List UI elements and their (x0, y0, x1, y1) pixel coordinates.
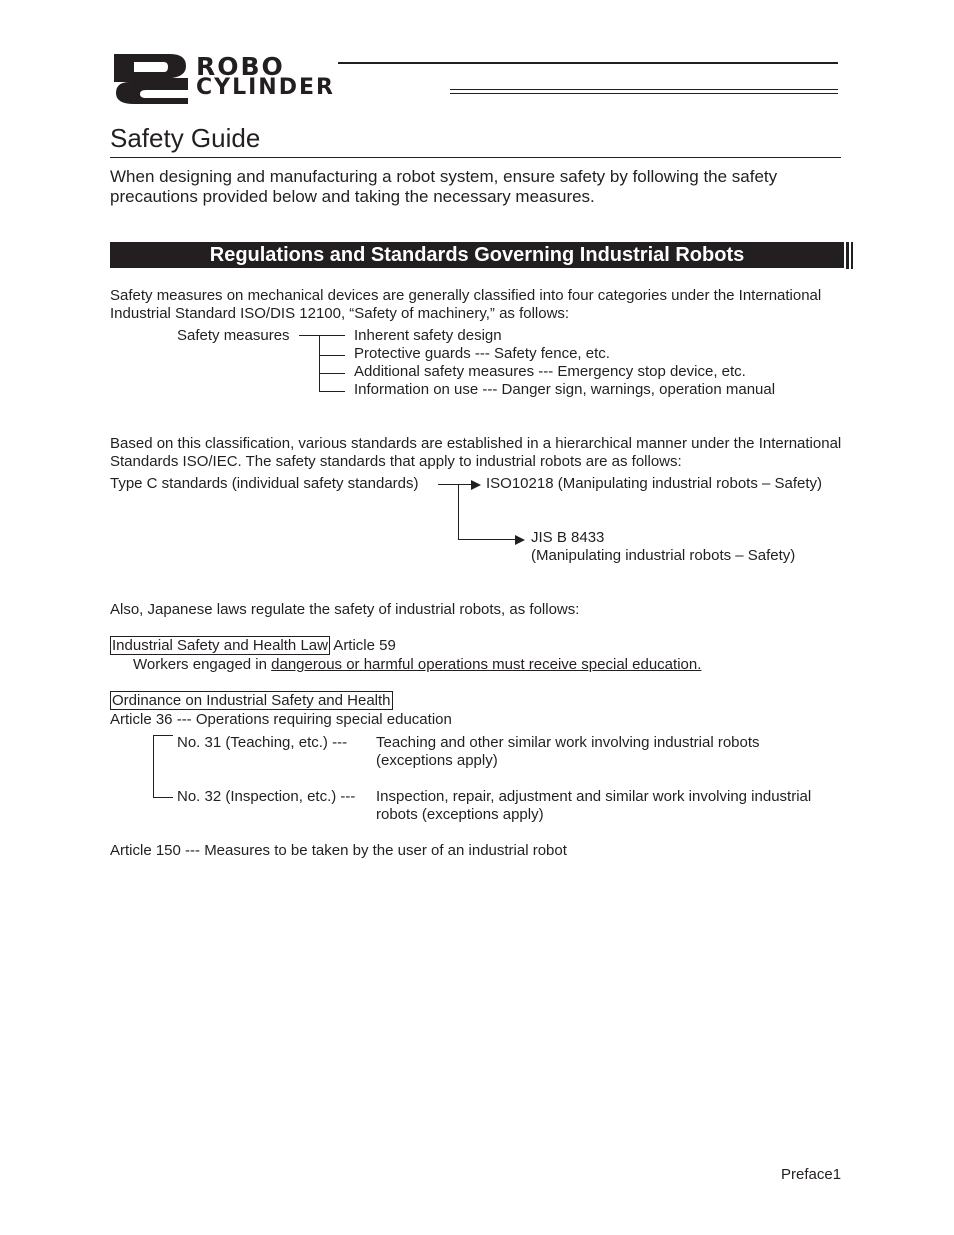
measure-item: Protective guards --- Safety fence, etc. (354, 345, 610, 362)
robo-cylinder-logo (112, 52, 192, 104)
ordinance-item-label: No. 31 (Teaching, etc.) --- (177, 734, 348, 751)
law-requirement (133, 656, 701, 674)
jis-arrowhead (515, 535, 525, 545)
article-150: Article 150 --- Measures to be taken by the user of an industrial robot (110, 842, 567, 859)
tree-branch (319, 355, 345, 356)
law-article: Article 59 (329, 637, 396, 654)
ordinance-reference (110, 692, 393, 710)
jis-standard: JIS B 8433 (531, 529, 605, 546)
measures-paragraph: Safety measures on mechanical devices are generally classified into four categories under the International Industrial Standard ISO/DIS 12100, “Safety of machinery,” as follows: (110, 287, 822, 322)
ordinance-item-label: No. 32 (Inspection, etc.) --- (177, 788, 356, 805)
logo-text-cylinder: CYLINDER (196, 75, 335, 100)
section-heading: Regulations and Standards Governing Industrial Robots (110, 242, 844, 268)
article-36: Article 36 --- Operations requiring special education (110, 711, 452, 728)
measure-item: Inherent safety design (354, 327, 502, 344)
law-requirement-underlined: dangerous or harmful operations must receive special education. (271, 656, 702, 673)
page-number: Preface1 (781, 1166, 842, 1183)
law-reference (110, 637, 396, 655)
tree-connector (299, 335, 345, 336)
iso-arrow-line (438, 484, 472, 485)
ordinance-name: Ordinance on Industrial Safety and Health (112, 692, 391, 709)
jis-vertical-line (458, 484, 459, 540)
ordinance-item-text: Teaching and other similar work involving industrial robots (376, 734, 760, 751)
iso-standard: ISO10218 (Manipulating industrial robots – Safety) (486, 475, 823, 492)
banner-edge-stripe-1 (846, 242, 849, 269)
laws-intro: Also, Japanese laws regulate the safety of industrial robots, as follows: (110, 601, 580, 618)
ordinance-tree-trunk (153, 735, 154, 798)
title-underline (110, 157, 841, 158)
standards-paragraph: Based on this classification, various standards are established in a hierarchical manner under the International Standards ISO/IEC. The safety standards that apply to industrial robots are as follows: (110, 435, 842, 470)
law-requirement-prefix: Workers engaged in (133, 656, 272, 673)
law-name: Industrial Safety and Health Law (112, 637, 328, 654)
ordinance-item-text: robots (exceptions apply) (376, 806, 544, 823)
type-c-label: Type C standards (individual safety standards) (110, 475, 419, 492)
ordinance-tree-branch (153, 735, 173, 736)
ordinance-item-text: Inspection, repair, adjustment and similar work involving industrial (376, 788, 812, 805)
tree-branch (319, 391, 345, 392)
ordinance-item-text: (exceptions apply) (376, 752, 498, 769)
header-rule-top (338, 62, 838, 64)
page-title: Safety Guide (110, 123, 261, 153)
tree-branch (319, 373, 345, 374)
jis-standard-subtitle: (Manipulating industrial robots – Safety) (531, 547, 796, 564)
iso-arrowhead (471, 480, 481, 490)
measure-item: Information on use --- Danger sign, warnings, operation manual (354, 381, 776, 398)
header-rule-double-1 (450, 89, 838, 90)
intro-paragraph: When designing and manufacturing a robot system, ensure safety by following the safety precautions provided below and taking the necessary measures. (110, 167, 778, 206)
ordinance-tree-branch (153, 797, 173, 798)
banner-edge-stripe-2 (851, 242, 853, 269)
jis-arrow-line (458, 539, 516, 540)
logo-text-robo: ROBO (196, 52, 285, 81)
header-rule-double-2 (450, 93, 838, 94)
measures-root-label: Safety measures (177, 327, 290, 344)
measure-item: Additional safety measures --- Emergency stop device, etc. (354, 363, 746, 380)
tree-trunk (319, 335, 320, 392)
